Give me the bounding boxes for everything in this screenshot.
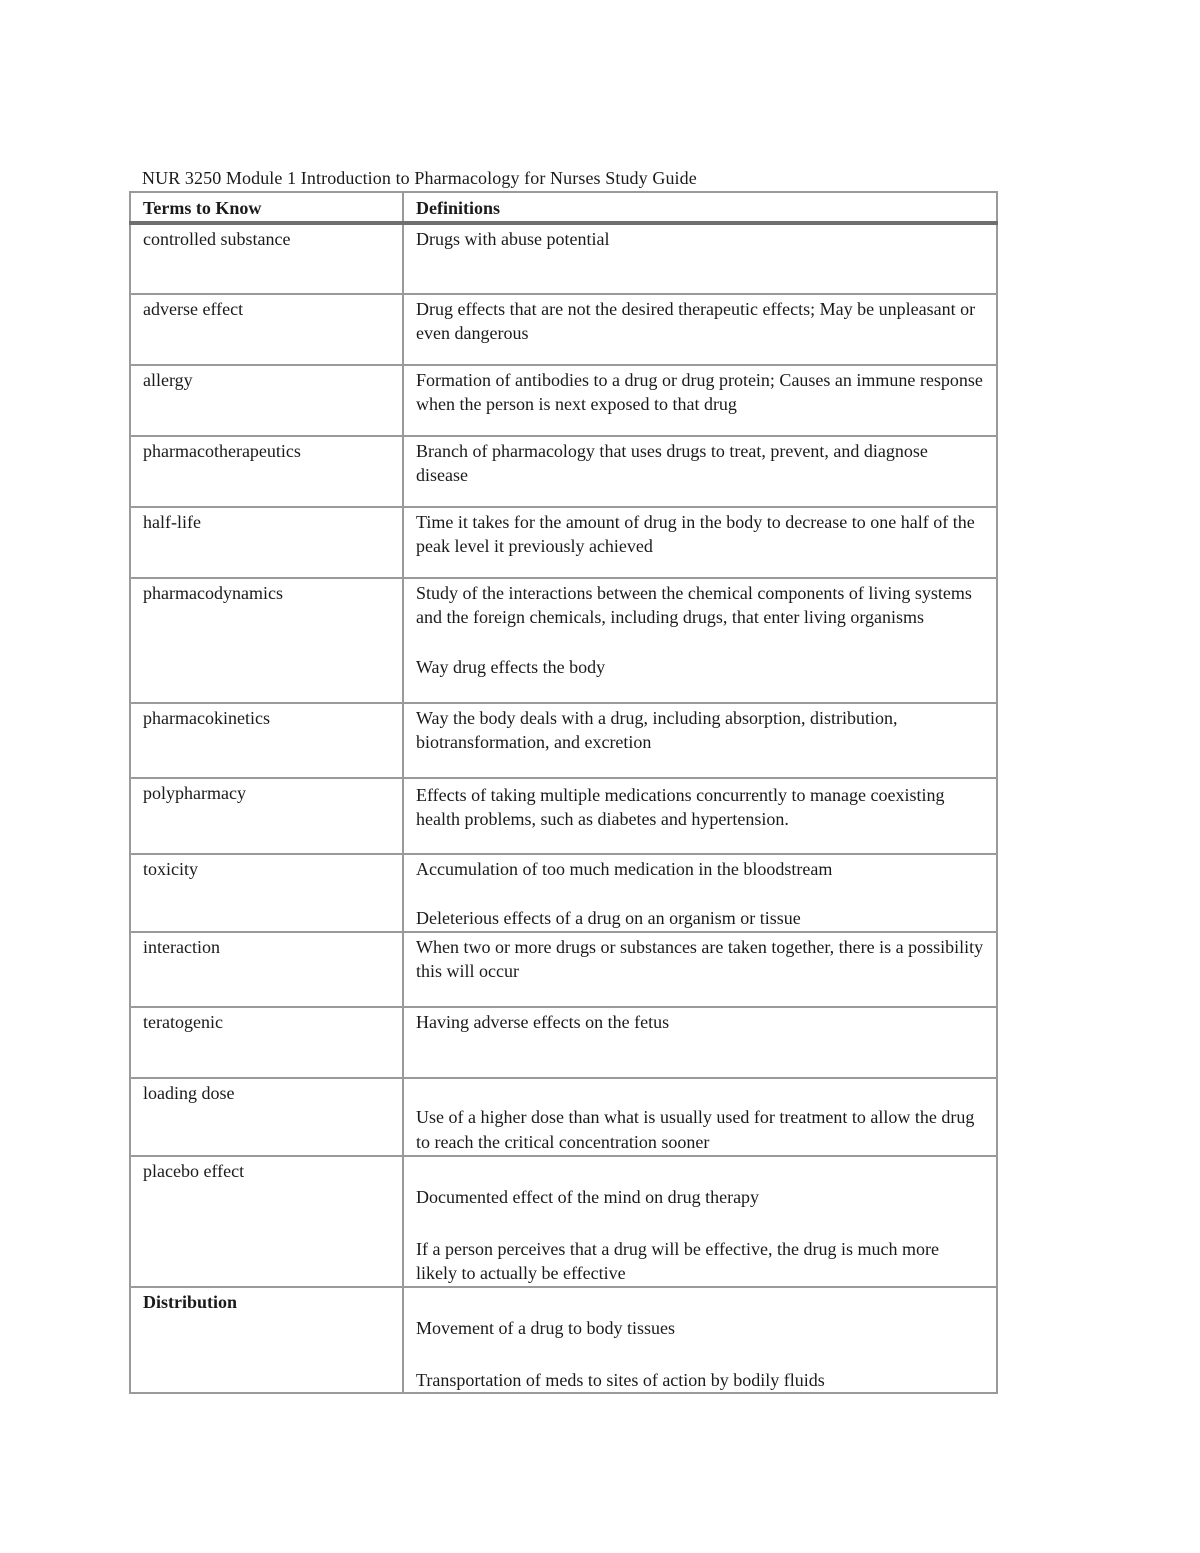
table-row bbox=[130, 778, 997, 854]
table-row bbox=[130, 1287, 997, 1394]
paragraph-gap bbox=[416, 630, 984, 655]
table-row bbox=[130, 1007, 997, 1078]
definition-text: If a person perceives that a drug will be effective, the drug is much more likely to actually be effective bbox=[416, 1238, 939, 1283]
definition-cell bbox=[403, 365, 997, 436]
study-guide-table bbox=[129, 191, 998, 1394]
definition-text: Time it takes for the amount of drug in the body to decrease to one half of the peak level it previously achieved bbox=[416, 511, 975, 556]
term-cell bbox=[130, 932, 403, 1007]
definition-text bbox=[416, 1161, 984, 1186]
term-text: controlled substance bbox=[143, 228, 291, 249]
table-row bbox=[130, 365, 997, 436]
term-cell bbox=[130, 223, 403, 294]
term-cell bbox=[130, 436, 403, 507]
term-text: allergy bbox=[143, 369, 193, 390]
table-row bbox=[130, 854, 997, 932]
definition-cell bbox=[403, 436, 997, 507]
table-row bbox=[130, 507, 997, 578]
definition-text: Branch of pharmacology that uses drugs to treat, prevent, and diagnose disease bbox=[416, 440, 928, 485]
table-row bbox=[130, 703, 997, 778]
definition-text: Accumulation of too much medication in the bloodstream bbox=[416, 858, 833, 879]
definition-text: Way drug effects the body bbox=[416, 656, 606, 677]
definition-text: Way the body deals with a drug, including absorption, distribution, biotransformation, and excretion bbox=[416, 707, 898, 752]
term-text: placebo effect bbox=[143, 1160, 245, 1181]
term-cell bbox=[130, 854, 403, 932]
term-cell bbox=[130, 1156, 403, 1287]
paragraph-gap bbox=[416, 1210, 984, 1237]
definition-cell bbox=[403, 932, 997, 1007]
table-row bbox=[130, 1078, 997, 1156]
term-cell bbox=[130, 1078, 403, 1156]
term-text: pharmacokinetics bbox=[143, 707, 270, 728]
definition-text: Transportation of meds to sites of action by bodily fluids bbox=[416, 1369, 825, 1390]
table-row bbox=[130, 932, 997, 1007]
definition-cell bbox=[403, 1078, 997, 1156]
definition-cell bbox=[403, 778, 997, 854]
definition-cell bbox=[403, 578, 997, 703]
definition-text: Drug effects that are not the desired therapeutic effects; May be unpleasant or even dangerous bbox=[416, 298, 976, 343]
definition-text: Formation of antibodies to a drug or drug protein; Causes an immune response when the person is next exposed to that drug bbox=[416, 369, 983, 414]
definition-cell bbox=[403, 1287, 997, 1394]
definition-text: When two or more drugs or substances are taken together, there is a possibility this will occur bbox=[416, 936, 984, 981]
definition-cell bbox=[403, 223, 997, 294]
definition-cell bbox=[403, 1156, 997, 1287]
definition-text bbox=[416, 1292, 984, 1317]
term-text: pharmacotherapeutics bbox=[143, 440, 301, 461]
table-row bbox=[130, 294, 997, 365]
table-row bbox=[130, 578, 997, 703]
table-row bbox=[130, 436, 997, 507]
definition-cell bbox=[403, 854, 997, 932]
definition-text bbox=[416, 1081, 984, 1106]
term-text: pharmacodynamics bbox=[143, 582, 283, 603]
definition-cell bbox=[403, 507, 997, 578]
paragraph-gap bbox=[416, 1341, 984, 1368]
term-text: half-life bbox=[143, 511, 201, 532]
term-cell bbox=[130, 1007, 403, 1078]
term-text: polypharmacy bbox=[143, 782, 246, 803]
term-cell bbox=[130, 294, 403, 365]
definition-text: Movement of a drug to body tissues bbox=[416, 1318, 675, 1338]
term-text: interaction bbox=[143, 936, 220, 957]
paragraph-gap bbox=[416, 881, 984, 906]
table-row bbox=[130, 223, 997, 294]
definition-text: Having adverse effects on the fetus bbox=[416, 1011, 670, 1032]
document-title: NUR 3250 Module 1 Introduction to Pharmacology for Nurses Study Guide bbox=[142, 168, 697, 188]
term-cell bbox=[130, 1287, 403, 1394]
definition-cell bbox=[403, 703, 997, 778]
definition-text: Effects of taking multiple medications concurrently to manage coexisting health problems, such as diabetes and hypertension. bbox=[416, 784, 945, 829]
term-text: teratogenic bbox=[143, 1011, 223, 1032]
definition-text: Documented effect of the mind on drug therapy bbox=[416, 1187, 760, 1207]
header-terms: Terms to Know bbox=[130, 192, 403, 223]
term-text: loading dose bbox=[143, 1082, 235, 1103]
definition-text: Deleterious effects of a drug on an organism or tissue bbox=[416, 908, 801, 928]
term-cell bbox=[130, 365, 403, 436]
term-text: adverse effect bbox=[143, 298, 244, 319]
table-header-row bbox=[130, 192, 997, 223]
definition-text: Drugs with abuse potential bbox=[416, 228, 610, 249]
term-cell bbox=[130, 507, 403, 578]
definition-text: Study of the interactions between the chemical components of living systems and the foreign chemicals, including drugs, that enter living organisms bbox=[416, 582, 972, 627]
term-cell bbox=[130, 578, 403, 703]
term-text: Distribution bbox=[143, 1291, 238, 1312]
definition-cell bbox=[403, 1007, 997, 1078]
definition-text: Use of a higher dose than what is usually used for treatment to allow the drug to reach the critical concentration sooner bbox=[416, 1107, 975, 1152]
term-cell bbox=[130, 703, 403, 778]
definition-cell bbox=[403, 294, 997, 365]
term-cell bbox=[130, 778, 403, 854]
table-row bbox=[130, 1156, 997, 1287]
term-text: toxicity bbox=[143, 858, 198, 879]
header-definitions: Definitions bbox=[403, 192, 997, 223]
